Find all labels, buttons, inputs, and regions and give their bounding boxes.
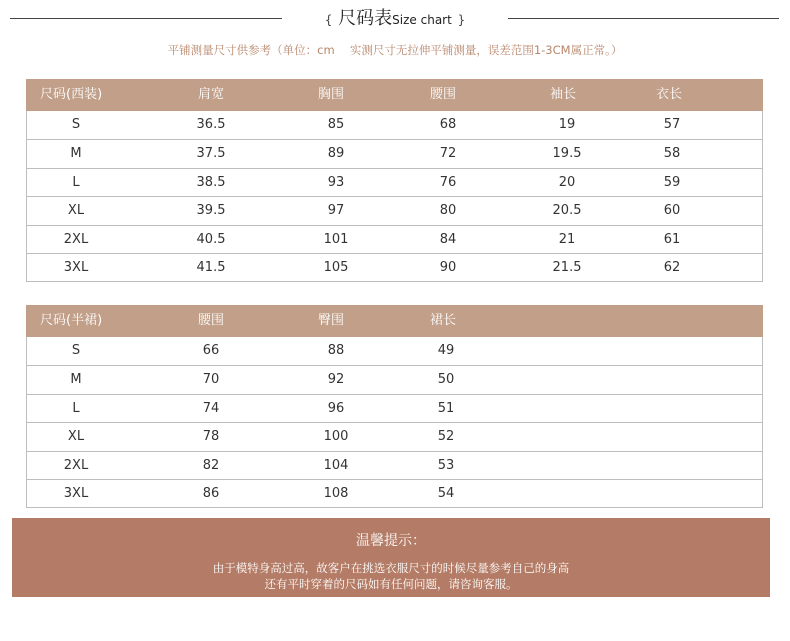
header-cell: 腰围: [198, 313, 225, 328]
table-row: [27, 253, 762, 281]
table-cell: 49: [437, 343, 455, 358]
table-row: [27, 479, 762, 507]
table-row: [27, 394, 762, 422]
measurement-note: 平铺测量尺寸供参考（单位：cm 实测尺寸无拉伸平铺测量，误差范围1-3CM属正常。）: [167, 43, 623, 57]
table-cell: 85: [327, 117, 345, 132]
table-cell: 38.5: [196, 174, 226, 190]
table-row: [27, 139, 762, 167]
title-brace-close: }: [457, 13, 466, 27]
size-cell: L: [72, 400, 80, 416]
table-cell: 80: [439, 203, 457, 219]
table-cell: 88: [327, 343, 345, 358]
tip-line-2: 还有平时穿着的尺码如有任何问题，请咨询客服。: [264, 577, 518, 591]
table-cell: 89: [327, 146, 345, 162]
size-cell: M: [70, 372, 82, 388]
header-cell: 尺码(半裙): [40, 313, 103, 328]
table-cell: 76: [439, 174, 457, 190]
size-cell: XL: [67, 203, 85, 219]
table-cell: 72: [439, 146, 457, 162]
table-cell: 53: [437, 457, 455, 473]
table-cell: 54: [437, 485, 455, 501]
table-cell: 78: [202, 429, 220, 445]
skirt-size-table: [26, 305, 763, 508]
table-cell: 62: [663, 259, 681, 275]
table-cell: 100: [323, 429, 349, 445]
table-cell: 40.5: [196, 231, 226, 247]
size-cell: XL: [67, 429, 85, 445]
header-cell: 肩宽: [198, 87, 225, 102]
table-cell: 20: [558, 174, 576, 190]
table-cell: 50: [437, 372, 455, 388]
tip-heading: 温馨提示：: [356, 533, 426, 549]
size-cell: 3XL: [63, 485, 89, 501]
table-cell: 97: [327, 203, 345, 219]
table-cell: 84: [439, 231, 457, 247]
header-cell: 袖长: [550, 87, 577, 102]
table-cell: 57: [663, 117, 681, 132]
table-row: [27, 422, 762, 450]
table-row: [27, 225, 762, 253]
table-row: [27, 111, 762, 139]
title-brace-open: {: [324, 13, 333, 27]
table-row: [27, 196, 762, 224]
table-cell: 101: [323, 231, 349, 247]
size-cell: S: [71, 343, 81, 358]
page-title: [0, 4, 790, 30]
size-cell: S: [71, 117, 81, 132]
table-cell: 51: [437, 400, 455, 416]
header-cell: 胸围: [318, 87, 345, 102]
table-cell: 105: [323, 259, 349, 275]
table-row: [27, 365, 762, 393]
header-cell: 衣长: [656, 87, 683, 102]
table-cell: 70: [202, 372, 220, 388]
table-cell: 36.5: [196, 117, 226, 132]
skirt-table-body: [26, 337, 763, 508]
suit-table-body: [26, 111, 763, 282]
table-cell: 104: [323, 457, 349, 473]
table-cell: 82: [202, 457, 220, 473]
table-row: [27, 451, 762, 479]
header-cell: 裙长: [430, 313, 457, 328]
table-cell: 37.5: [196, 146, 226, 162]
table-cell: 74: [202, 400, 220, 416]
table-cell: 90: [439, 259, 457, 275]
size-cell: M: [70, 146, 82, 162]
skirt-table-header: [26, 305, 763, 337]
table-row: [27, 337, 762, 365]
size-cell: 3XL: [63, 259, 89, 275]
header-cell: 臀围: [318, 313, 345, 328]
table-cell: 86: [202, 485, 220, 501]
table-cell: 20.5: [552, 203, 582, 219]
tip-line-1: 由于模特身高过高，故客户在挑选衣服尺寸的时候尽量参考自己的身高: [212, 561, 570, 575]
table-cell: 59: [663, 174, 681, 190]
header-cell: 腰围: [430, 87, 457, 102]
title-cn: 尺码表: [338, 8, 393, 29]
size-cell: 2XL: [63, 231, 89, 247]
tip-box: [12, 518, 770, 597]
table-cell: 41.5: [196, 259, 226, 275]
table-cell: 39.5: [196, 203, 226, 219]
table-cell: 61: [663, 231, 681, 247]
table-cell: 52: [437, 429, 455, 445]
size-cell: L: [72, 174, 80, 190]
table-cell: 66: [202, 343, 220, 358]
table-cell: 60: [663, 203, 681, 219]
table-cell: 68: [439, 117, 457, 132]
size-cell: 2XL: [63, 457, 89, 473]
table-cell: 21: [558, 231, 576, 247]
title-en: Size chart: [392, 13, 452, 27]
table-row: [27, 168, 762, 196]
table-cell: 19: [558, 117, 576, 132]
table-cell: 96: [327, 400, 345, 416]
table-cell: 92: [327, 372, 345, 388]
suit-size-table: [26, 79, 763, 282]
table-cell: 58: [663, 146, 681, 162]
table-cell: 93: [327, 174, 345, 190]
table-cell: 108: [323, 485, 349, 501]
table-cell: 19.5: [552, 146, 582, 162]
table-cell: 21.5: [552, 259, 582, 275]
suit-table-header: [26, 79, 763, 111]
header-cell: 尺码(西装): [40, 87, 103, 102]
